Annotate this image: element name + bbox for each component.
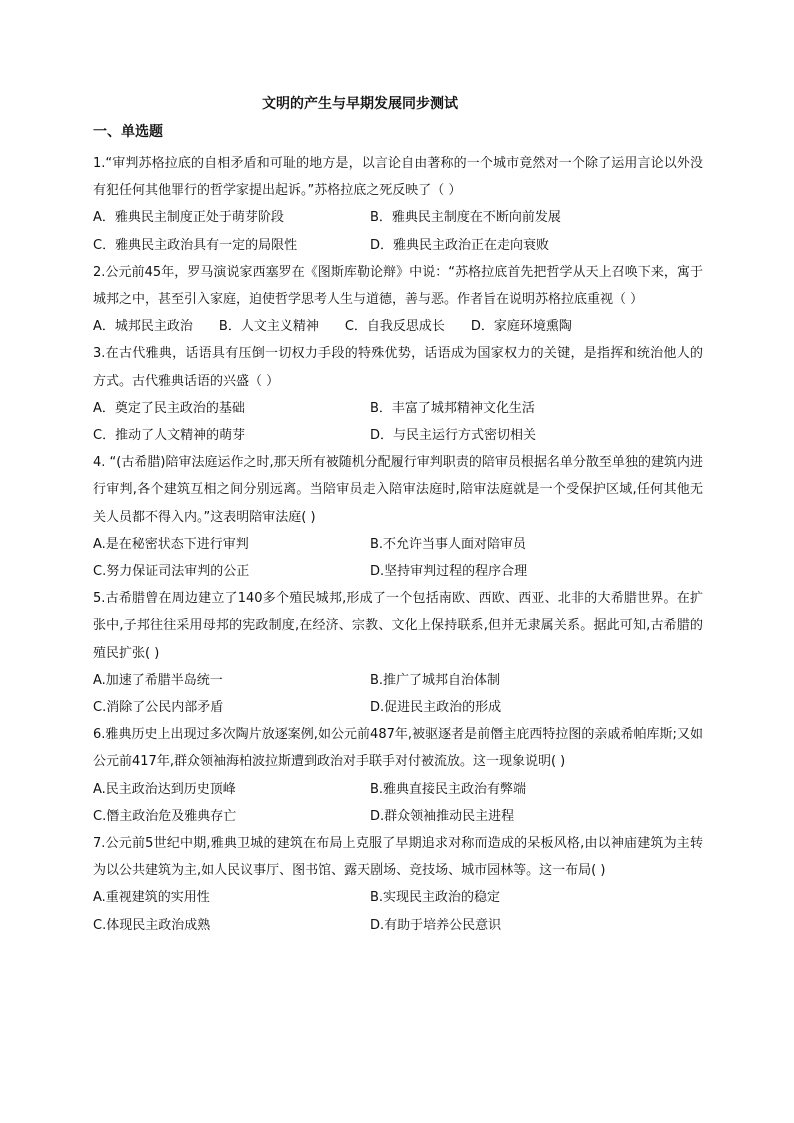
option-row [93,313,703,340]
option-a: A．城邦民主政治 [93,319,193,335]
option-d: D.促进民主政治的形成 [370,699,502,715]
option-row [93,694,703,721]
question-2 [93,259,703,341]
option-row [93,667,703,694]
option-a: A.是在秘密状态下进行审判 [93,536,249,552]
option-d: D．雅典民主政治正在走向衰败 [370,237,550,253]
option-d: D．家庭环境熏陶 [470,319,572,335]
option-c: C.努力保证司法审判的公正 [93,563,250,579]
option-row [93,803,703,830]
option-b: B．人文主义精神 [218,319,319,335]
option-a: A．雅典民主制度正处于萌芽阶段 [93,210,284,226]
option-c: C．雅典民主政治具有一定的局限性 [93,237,298,253]
option-d: D.有助于培养公民意识 [370,917,502,933]
option-a: A．奠定了民主政治的基础 [93,400,245,416]
question-6 [93,721,703,830]
option-b: B.推广了城邦自治体制 [370,672,501,688]
question-stem: 5.古希腊曾在周边建立了140多个殖民城邦,形成了一个包括南欧、西欧、西亚、北非的大希腊世界。在扩张中,子邦往往采用母邦的宪政制度,在经济、宗教、文化上保持联系,但并无隶属关系。据此可知,古希腊的殖民扩张( ) [93,591,703,661]
option-row [93,531,703,558]
question-stem: 3.在古代雅典，话语具有压倒一切权力手段的特殊优势，话语成为国家权力的关键，是指挥和统治他人的方式。古代雅典话语的兴盛（ ） [93,346,703,389]
option-row [93,232,703,259]
option-b: B.实现民主政治的稳定 [370,890,501,906]
option-c: C.消除了公民内部矛盾 [93,699,224,715]
option-d: D.坚持审判过程的程序合理 [370,563,528,579]
option-a: A.民主政治达到历史顶峰 [93,781,236,797]
document-title: 文明的产生与早期发展同步测试 [262,96,458,112]
option-c: C.僭主政治危及雅典存亡 [93,808,237,824]
option-b: B.不允许当事人面对陪审员 [370,536,527,552]
option-a: A.重视建筑的实用性 [93,890,210,906]
option-b: B．丰富了城邦精神文化生活 [370,400,535,416]
option-row [93,776,703,803]
option-row [93,558,703,585]
option-c: C.体现民主政治成熟 [93,917,211,933]
question-7 [93,830,703,939]
question-stem: 6.雅典历史上出现过多次陶片放逐案例,如公元前487年,被驱逐者是前僭主庇西特拉图的亲戚希帕库斯;又如公元前417年,群众领袖海柏波拉斯遭到政治对手联手对付被流放。这一现象说明( ) [93,727,703,770]
question-stem: 7.公元前5世纪中期,雅典卫城的建筑在布局上克服了早期追求对称而造成的呆板风格,由以神庙建筑为主转为以公共建筑为主,如人民议事厅、图书馆、露天剧场、竞技场、城市园林等。这一布局( ) [93,835,703,879]
option-row [93,422,703,449]
question-4 [93,449,703,585]
option-a: A.加速了希腊半岛统一 [93,672,223,688]
section-heading: 一、单选题 [93,124,163,140]
option-c: C．推动了人文精神的萌芽 [93,427,246,443]
question-stem: 4. “(古希腊)陪审法庭运作之时,那天所有被随机分配履行审判职责的陪审员根据名单分散至单独的建筑内进行审判,各个建筑互相之间分别远离。当陪审员走入陪审法庭时,陪审法庭就是一个受保护区域,任何其他无关人员都不得入内。”这表明陪审法庭( ) [93,455,703,525]
option-b: B．雅典民主制度在不断向前发展 [370,210,561,226]
option-d: D.群众领袖推动民主进程 [370,808,515,824]
option-b: B.雅典直接民主政治有弊端 [370,781,527,797]
question-stem: 2.公元前45年，罗马演说家西塞罗在《图斯库勒论辩》中说：“苏格拉底首先把哲学从天上召唤下来，寓于城邦之中，甚至引入家庭，迫使哲学思考人生与道德，善与恶。作者旨在说明苏格拉底重视（ ） [93,264,703,307]
option-d: D．与民主运行方式密切相关 [370,427,537,443]
question-5 [93,585,703,721]
option-row [93,204,703,231]
question-3 [93,340,703,449]
option-row [93,912,703,939]
option-row [93,395,703,422]
question-1 [93,150,703,259]
question-list [93,150,703,939]
question-stem: 1.“审判苏格拉底的自相矛盾和可耻的地方是，以言论自由著称的一个城市竟然对一个除了运用言论以外没有犯任何其他罪行的哲学家提出起诉。”苏格拉底之死反映了（ ） [93,156,703,199]
option-c: C．自我反思成长 [344,319,445,335]
option-row [93,884,703,911]
